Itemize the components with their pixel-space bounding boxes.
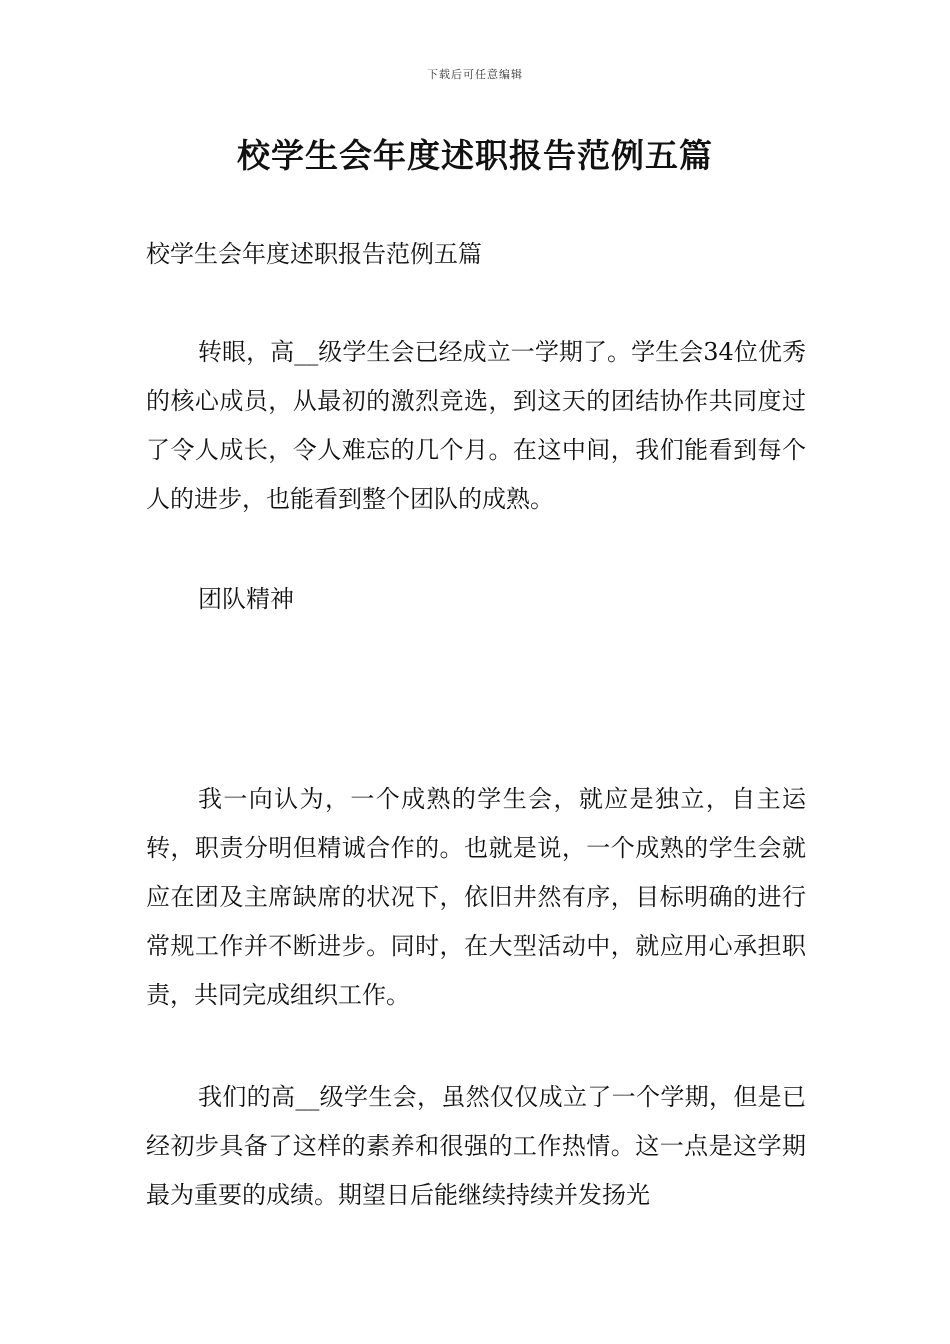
paragraph-intro: 转眼，高__级学生会已经成立一学期了。学生会34位优秀的核心成员，从最初的激烈竞选，到这天的团结协作共同度过了令人成长，令人难忘的几个月。在这中间，我们能看到每个人的进步，也能看到整个团队的成熟。 [146,338,806,513]
paragraph-achievement: 我们的高__级学生会，虽然仅仅成立了一个学期，但是已经初步具备了这样的素养和很强的工作热情。这一点是这学期最为重要的成绩。期望日后能继续持续并发扬光 [146,1083,806,1209]
header-note: 下载后可任意编辑 [427,68,523,81]
document-subtitle: 校学生会年度述职报告范例五篇 [146,240,482,268]
section-heading-team-spirit: 团队精神 [198,585,294,613]
document-title: 校学生会年度述职报告范例五篇 [237,136,713,175]
paragraph-mature-union: 我一向认为，一个成熟的学生会，就应是独立，自主运转，职责分明但精诚合作的。也就是说，一个成熟的学生会就应在团及主席缺席的状况下，依旧井然有序，目标明确的进行常规工作并不断进步。同时，在大型活动中，就应用心承担职责，共同完成组织工作。 [146,785,806,1009]
